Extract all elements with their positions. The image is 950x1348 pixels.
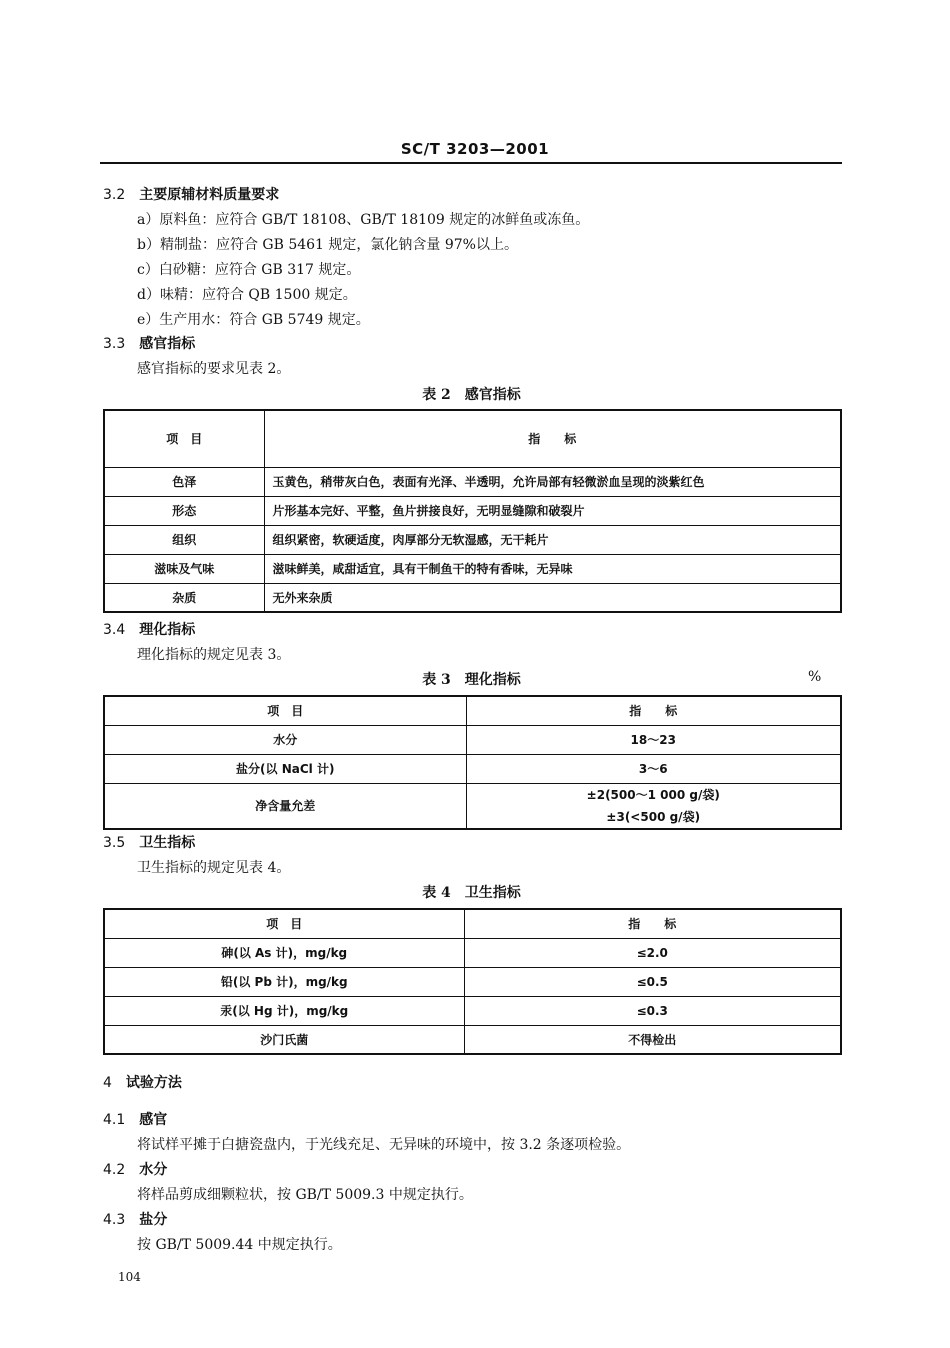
- table-header-cell: 项 目: [104, 909, 464, 938]
- section-number: 3.2: [103, 187, 126, 203]
- section-3-2-heading: [103, 184, 279, 204]
- section-title: 水分: [139, 1162, 168, 1178]
- table-row: [104, 754, 841, 783]
- section-3-5-heading: [103, 832, 195, 852]
- table-header-cell: 项 目: [104, 410, 264, 467]
- table-2-caption: 表 2 感官指标: [422, 387, 521, 403]
- list-item: d）味精：应符合 QB 1500 规定。: [137, 287, 357, 303]
- cell-line: ±2(500～1 000 g/袋): [586, 787, 720, 802]
- table-row: [104, 996, 841, 1025]
- table-cell: 水分: [104, 725, 466, 754]
- page-number: 104: [118, 1270, 141, 1284]
- section-3-4-heading: [103, 619, 195, 639]
- table-row: [104, 967, 841, 996]
- section-number: 3.3: [103, 336, 126, 352]
- table-row: [104, 554, 841, 583]
- section-title: 理化指标: [139, 622, 196, 638]
- list-item: e）生产用水：符合 GB 5749 规定。: [137, 312, 370, 328]
- table-cell: 不得检出: [464, 1025, 841, 1054]
- table-cell: 形态: [104, 496, 264, 525]
- table-cell: 滋味及气味: [104, 554, 264, 583]
- table-3-caption: 表 3 理化指标: [422, 672, 521, 688]
- table-cell: 杂质: [104, 583, 264, 612]
- standard-number: SC/T 3203—2001: [400, 140, 550, 158]
- table-row: [104, 1025, 841, 1054]
- table-cell: 18～23: [466, 725, 841, 754]
- table-cell: 沙门氏菌: [104, 1025, 464, 1054]
- section-4-1-heading: [103, 1109, 167, 1129]
- cell-line: ±3(<500 g/袋): [606, 809, 701, 824]
- table-header-cell: 指 标: [464, 909, 841, 938]
- section-text: 将试样平摊于白搪瓷盘内，于光线充足、无异味的环境中，按 3.2 条逐项检验。: [137, 1137, 631, 1153]
- table-cell: 玉黄色，稍带灰白色，表面有光泽、半透明，允许局部有轻微淤血呈现的淡紫红色: [264, 467, 841, 496]
- section-title: 主要原辅材料质量要求: [139, 187, 280, 203]
- table-cell: 滋味鲜美，咸甜适宜，具有干制鱼干的特有香味，无异味: [264, 554, 841, 583]
- table-cell: 铅(以 Pb 计)，mg/kg: [104, 967, 464, 996]
- section-number: 4.2: [103, 1162, 126, 1178]
- table-cell: 砷(以 As 计)，mg/kg: [104, 938, 464, 967]
- table-header-row: [104, 696, 841, 725]
- section-text: 感官指标的要求见表 2。: [137, 361, 291, 377]
- table-row: [104, 583, 841, 612]
- section-4-heading: [103, 1072, 182, 1092]
- section-title: 试验方法: [125, 1075, 182, 1091]
- section-number: 4.1: [103, 1112, 126, 1128]
- section-number: 4: [103, 1075, 112, 1091]
- table-cell: 组织紧密，软硬适度，肉厚部分无软湿感，无干耗片: [264, 525, 841, 554]
- table-row: [104, 525, 841, 554]
- table-2: [103, 409, 842, 613]
- section-number: 4.3: [103, 1212, 126, 1228]
- table-row: [104, 725, 841, 754]
- section-title: 感官指标: [139, 336, 196, 352]
- table-cell: [466, 783, 841, 829]
- header-rule: [100, 162, 842, 164]
- table-cell: ≤2.0: [464, 938, 841, 967]
- section-number: 3.4: [103, 622, 126, 638]
- section-title: 感官: [139, 1112, 168, 1128]
- table-header-cell: 指 标: [264, 410, 841, 467]
- table-header-cell: 指 标: [466, 696, 841, 725]
- table-cell: 组织: [104, 525, 264, 554]
- table-row: [104, 496, 841, 525]
- table-row: [104, 467, 841, 496]
- section-title: 卫生指标: [139, 835, 196, 851]
- section-4-2-heading: [103, 1159, 167, 1179]
- table-cell: ≤0.3: [464, 996, 841, 1025]
- table-row: [104, 783, 841, 829]
- table-cell: ≤0.5: [464, 967, 841, 996]
- list-item: a）原料鱼：应符合 GB/T 18108、GB/T 18109 规定的冰鲜鱼或冻鱼。: [137, 212, 590, 228]
- table-3: [103, 695, 842, 830]
- table-cell: 汞(以 Hg 计)，mg/kg: [104, 996, 464, 1025]
- table-4: [103, 908, 842, 1055]
- section-text: 将样品剪成细颗粒状，按 GB/T 5009.3 中规定执行。: [137, 1187, 473, 1203]
- table-header-cell: 项 目: [104, 696, 466, 725]
- table-3-unit: %: [808, 669, 822, 685]
- section-title: 盐分: [139, 1212, 168, 1228]
- table-header-row: [104, 410, 841, 467]
- table-row: [104, 938, 841, 967]
- table-cell: 片形基本完好、平整，鱼片拼接良好，无明显缝隙和破裂片: [264, 496, 841, 525]
- table-cell: 无外来杂质: [264, 583, 841, 612]
- table-cell: 盐分(以 NaCl 计): [104, 754, 466, 783]
- table-cell: 净含量允差: [104, 783, 466, 829]
- section-3-3-heading: [103, 333, 195, 353]
- table-cell: 色泽: [104, 467, 264, 496]
- list-item: c）白砂糖：应符合 GB 317 规定。: [137, 262, 361, 278]
- table-header-row: [104, 909, 841, 938]
- section-text: 卫生指标的规定见表 4。: [137, 860, 291, 876]
- section-4-3-heading: [103, 1209, 167, 1229]
- table-cell: 3～6: [466, 754, 841, 783]
- section-text: 理化指标的规定见表 3。: [137, 647, 291, 663]
- table-4-caption: 表 4 卫生指标: [422, 885, 521, 901]
- section-number: 3.5: [103, 835, 126, 851]
- section-text: 按 GB/T 5009.44 中规定执行。: [137, 1237, 342, 1253]
- list-item: b）精制盐：应符合 GB 5461 规定，氯化钠含量 97%以上。: [137, 237, 518, 253]
